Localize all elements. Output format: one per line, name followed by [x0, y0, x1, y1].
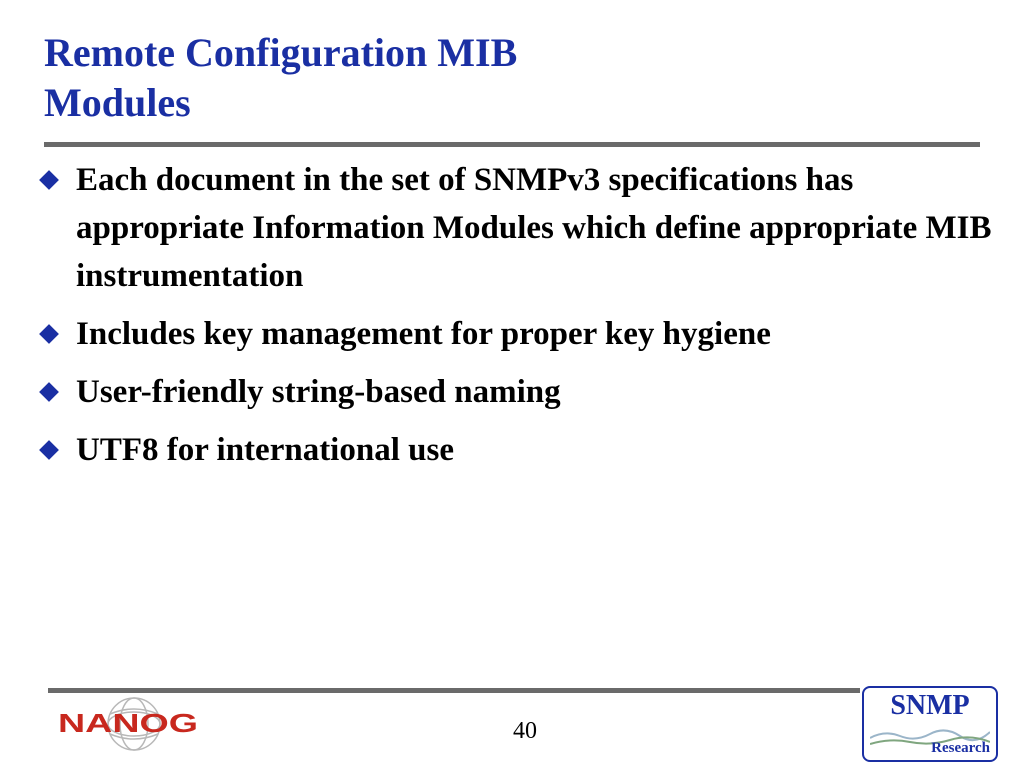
bullet-text: UTF8 for international use: [76, 432, 454, 468]
nanog-logo-text: NANOG: [58, 708, 198, 738]
diamond-bullet-icon: [39, 324, 59, 344]
bullet-text: User-friendly string-based naming: [76, 374, 561, 410]
slide-title-line-1: Remote Configuration MIB: [44, 30, 518, 75]
diamond-bullet-icon: [39, 382, 59, 402]
slide-title-line-2: Modules: [44, 80, 191, 125]
diamond-bullet-icon: [39, 440, 59, 460]
top-divider: [44, 142, 980, 147]
research-logo-text: Research: [931, 740, 990, 756]
snmp-research-logo: [862, 686, 998, 762]
bullet-item: [40, 426, 1000, 474]
nanog-logo: [56, 694, 206, 752]
bottom-divider: [48, 688, 860, 693]
bullet-item: [40, 156, 1000, 300]
bullet-text: Each document in the set of SNMPv3 specifications has appropriate Information Modules which define appropriate MIB instrumentation: [76, 162, 992, 294]
slide-title: [44, 28, 517, 128]
bullet-item: [40, 368, 1000, 416]
page-number: 40: [513, 718, 537, 744]
snmp-logo-text: SNMP: [890, 690, 970, 721]
bullet-text: Includes key management for proper key hygiene: [76, 316, 771, 352]
diamond-bullet-icon: [39, 170, 59, 190]
bullet-item: [40, 310, 1000, 358]
bullet-list: [40, 156, 1000, 484]
